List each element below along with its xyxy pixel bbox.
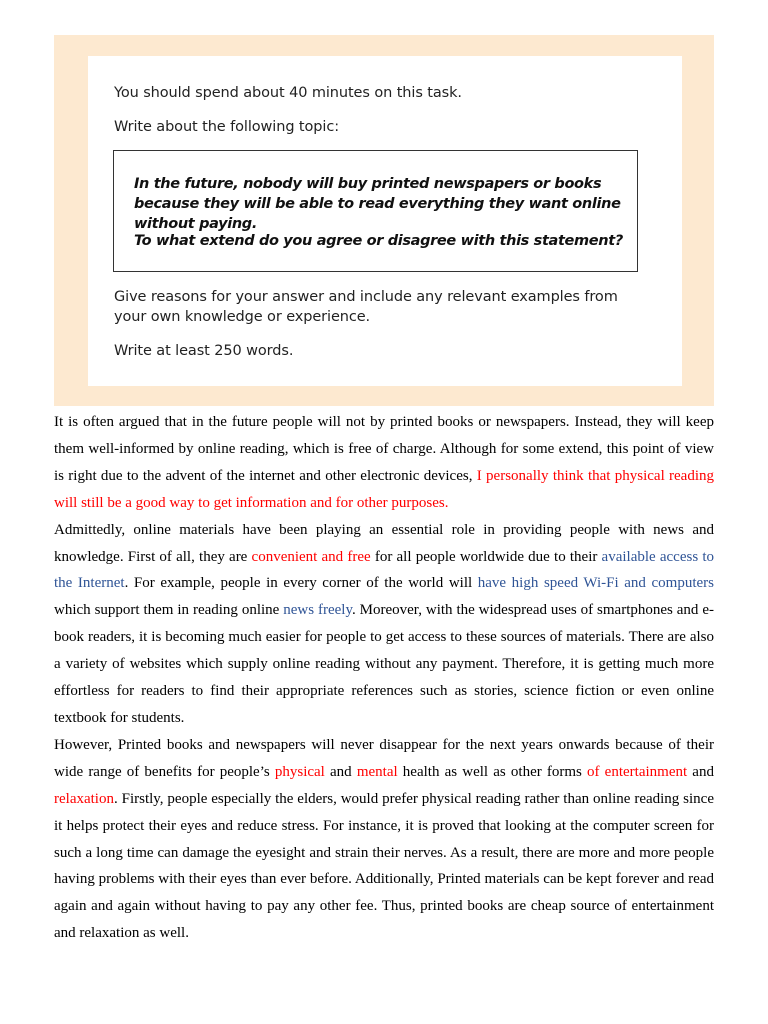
essay-paragraph-body-1: [54, 517, 714, 732]
reasons-instruction: Give reasons for your answer and include any relevant examples from your own knowledge or experience.: [114, 289, 618, 325]
task-prompt-card: [88, 56, 682, 386]
prompt-statement-box: [113, 150, 638, 272]
essay-text: However, Printed books and newspapers will never disappear for the next years onwards because of their wide range of benefits for people’s: [54, 736, 714, 780]
highlight-red: mental: [356, 763, 398, 780]
word-count-instruction: Write at least 250 words.: [114, 343, 294, 359]
essay-body: [54, 409, 714, 947]
highlight-red: of entertainment: [587, 763, 688, 780]
essay-text: Admittedly, online materials have been playing an essential role in providing people with news and knowledge. First of all, they are: [54, 521, 714, 565]
essay-text: It is often argued that in the future people will not by printed books or newspapers. Instead, they will keep them well-informed by online reading, which is free of charge. Although for some extend, this point of view is right due to the advent of the internet and other electronic devices,: [54, 414, 714, 484]
highlight-blue: news freely: [283, 602, 352, 619]
essay-text: which support them in reading online: [54, 602, 284, 619]
essay-text: . For example, people in every corner of the world will: [124, 575, 478, 592]
essay-paragraph-body-2: [54, 732, 714, 947]
essay-text: and: [324, 763, 357, 780]
topic-instruction: Write about the following topic:: [114, 119, 339, 135]
essay-text: for all people worldwide due to their: [370, 548, 602, 565]
prompt-question: To what extend do you agree or disagree with this statement?: [134, 233, 623, 249]
essay-text: . Firstly, people especially the elders, would prefer physical reading rather than online reading since it helps protect their eyes and reduce stress. For instance, it is proved that looking at the computer screen for such a long time can damage the eyesight and strain their nerves. As a result, there are more and more people having problems with their eyes than ever before. Additionally, Printed materials can be kept forever and read again and again without having to pay any other fee. Thus, printed books are cheap source of entertainment and relaxation as well.: [54, 790, 714, 942]
highlight-red: convenient and free: [251, 548, 371, 565]
essay-text: and: [687, 763, 714, 780]
highlight-red: physical: [274, 763, 325, 780]
thesis-highlight: I personally think that physical reading will still be a good way to get information and for other purposes.: [54, 467, 715, 511]
essay-paragraph-introduction: [54, 409, 714, 517]
highlight-red: relaxation: [54, 790, 114, 807]
task-prompt-frame: [54, 35, 714, 406]
highlight-blue: have high speed Wi-Fi and computers: [477, 575, 715, 592]
essay-text: health as well as other forms: [397, 763, 588, 780]
highlight-blue: available access to the Internet: [54, 548, 715, 592]
essay-text: . Moreover, with the widespread uses of smartphones and e-book readers, it is becoming much easier for people to get access to these sources of materials. There are also a variety of websites which supply online reading without any payment. Therefore, it is getting much more effortless for readers to find their appropriate references such as stories, science fiction or even online textbook for students.: [54, 602, 714, 726]
prompt-statement: In the future, nobody will buy printed newspapers or books because they will be able to read everything they want online without paying.: [134, 176, 621, 232]
time-instruction: You should spend about 40 minutes on this task.: [114, 85, 462, 101]
